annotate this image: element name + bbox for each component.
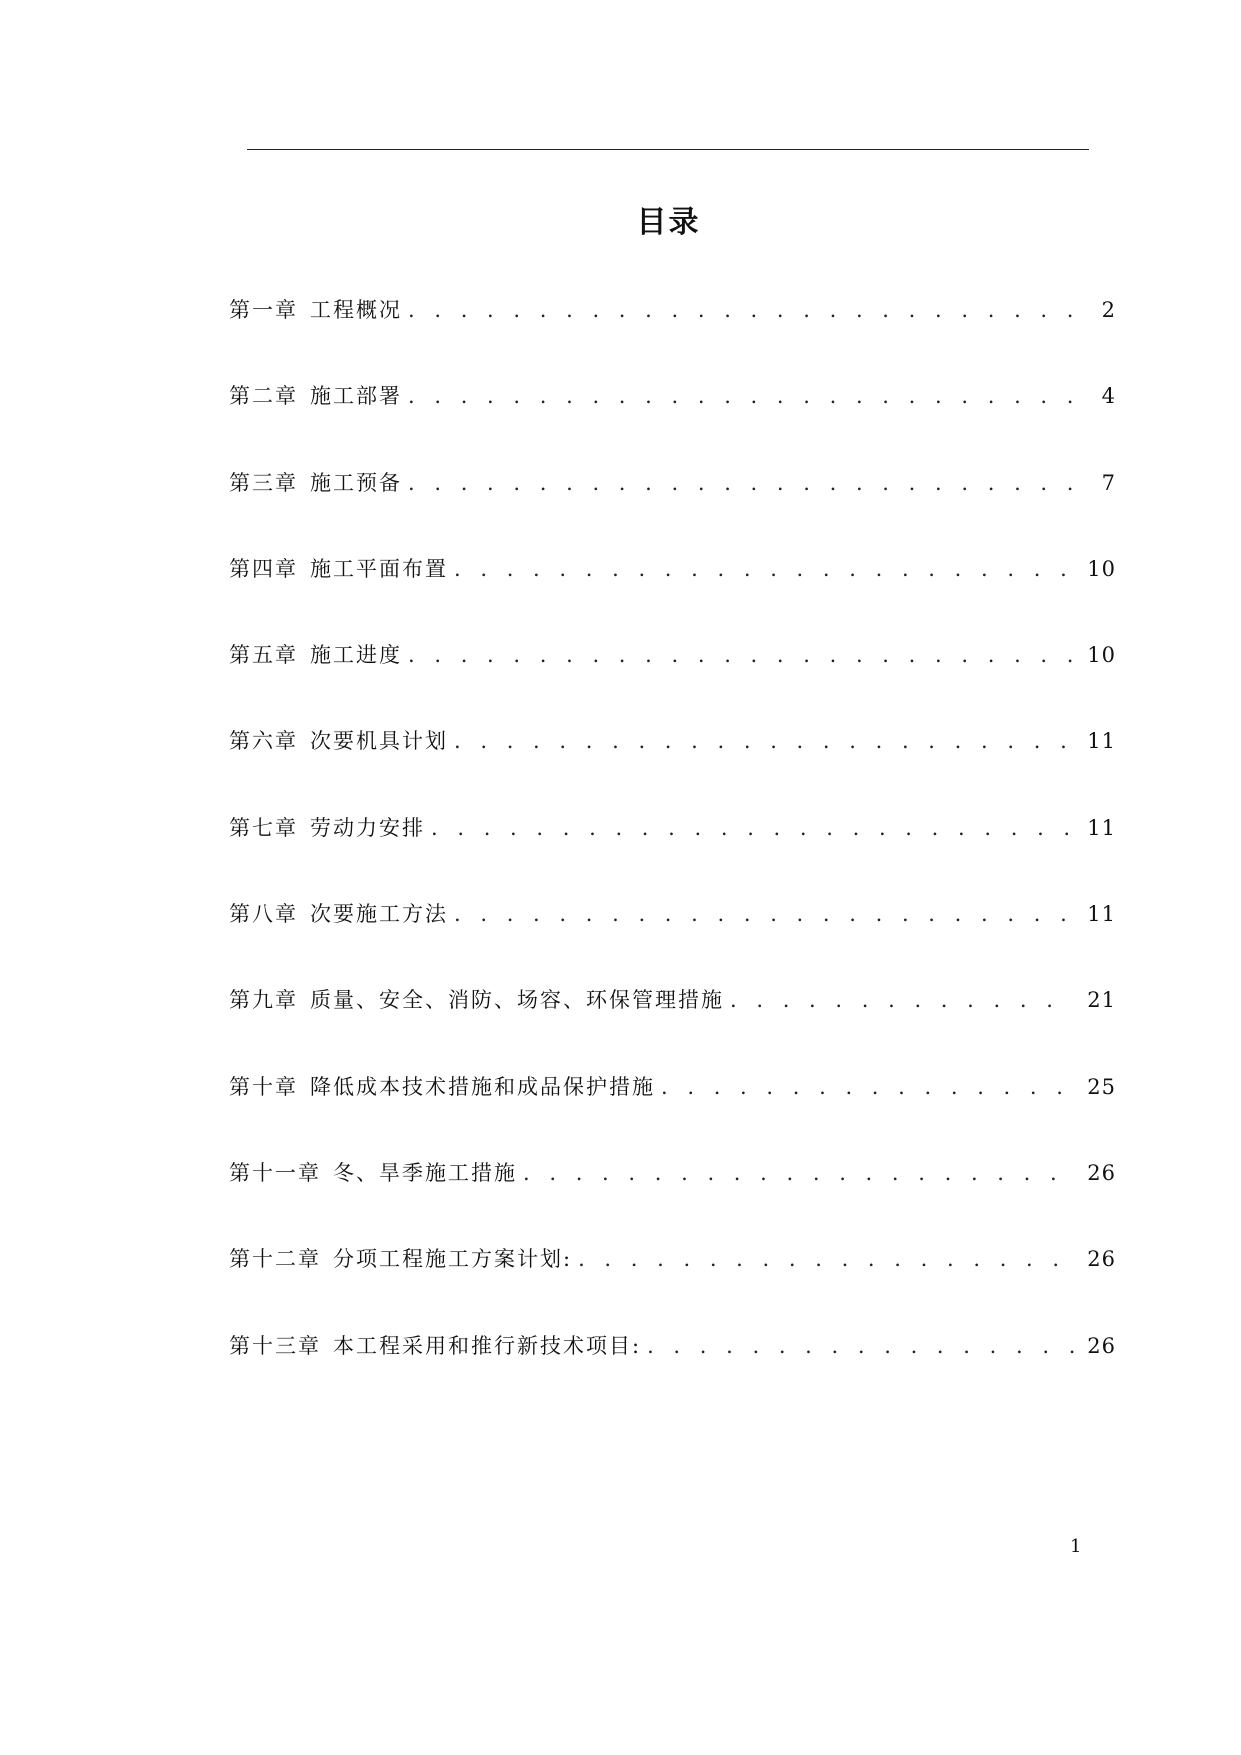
dot-leader <box>431 810 1074 846</box>
dot-leader <box>454 551 1074 587</box>
toc-page-number: 2 <box>1101 298 1116 322</box>
toc-chapter-label: 第八章 <box>229 902 298 927</box>
dot-leader <box>661 1069 1074 1105</box>
toc-chapter-label: 第七章 <box>229 815 298 840</box>
toc-entry[interactable] <box>229 1155 1116 1241</box>
toc-entry[interactable] <box>229 723 1116 809</box>
toc-page-number: 10 <box>1087 556 1116 581</box>
header-rule <box>247 149 1089 150</box>
toc-chapter-label: 第十一章 <box>229 1160 321 1185</box>
toc-chapter-label: 第五章 <box>229 643 298 668</box>
toc-page-number: 26 <box>1087 1160 1116 1185</box>
toc-entry-title: 劳动力安排 <box>310 815 425 840</box>
toc-page-number: 4 <box>1101 384 1116 409</box>
toc-entry-title: 施工进度 <box>310 643 402 668</box>
toc-entry[interactable] <box>229 896 1116 982</box>
dot-leader <box>730 982 1074 1018</box>
toc-page-number: 25 <box>1087 1074 1116 1099</box>
toc-page-number: 10 <box>1087 643 1116 668</box>
toc-entry-title: 质量、安全、消防、场容、环保管理措施 <box>310 988 724 1013</box>
toc-chapter-label: 第十三章 <box>229 1333 321 1358</box>
toc-entry[interactable] <box>229 637 1116 723</box>
page-number: 1 <box>1070 1536 1082 1557</box>
toc-chapter-label: 第二章 <box>229 384 298 409</box>
dot-leader <box>408 465 1074 501</box>
dot-leader <box>454 723 1074 759</box>
toc-page-number: 11 <box>1087 902 1116 927</box>
toc-chapter-label: 第九章 <box>229 988 298 1013</box>
toc-chapter-label: 第十章 <box>229 1074 298 1099</box>
toc-entry[interactable] <box>229 292 1116 378</box>
toc-chapter-label: 第十二章 <box>229 1247 321 1272</box>
toc-entry[interactable] <box>229 378 1116 464</box>
toc-entry[interactable] <box>229 551 1116 637</box>
toc-page-number: 11 <box>1087 815 1116 840</box>
dot-leader <box>647 1328 1074 1364</box>
toc-chapter-label: 第三章 <box>229 470 298 495</box>
page-title: 目录 <box>636 205 701 240</box>
toc-page-number: 21 <box>1087 988 1116 1013</box>
dot-leader <box>454 896 1074 932</box>
toc-entry[interactable] <box>229 465 1116 551</box>
toc-entry[interactable] <box>229 810 1116 896</box>
toc-entry-title: 工程概况 <box>310 298 402 322</box>
toc-entry-title: 本工程采用和推行新技术项目: <box>333 1333 642 1358</box>
toc-entry[interactable] <box>229 1069 1116 1155</box>
dot-leader <box>578 1241 1074 1277</box>
toc-entry[interactable] <box>229 1328 1116 1414</box>
toc-entry-title: 降低成本技术措施和成品保护措施 <box>310 1074 655 1099</box>
toc-chapter-label: 第四章 <box>229 556 298 581</box>
toc-chapter-label: 第一章 <box>229 298 298 322</box>
toc-entry[interactable] <box>229 982 1116 1068</box>
toc-entry-title: 施工预备 <box>310 470 402 495</box>
dot-leader <box>408 637 1074 673</box>
toc-page-number: 11 <box>1087 729 1116 754</box>
toc-page-number: 7 <box>1101 470 1116 495</box>
table-of-contents <box>229 292 1116 1414</box>
toc-entry-title: 次要机具计划 <box>310 729 448 754</box>
toc-entry-title: 施工平面布置 <box>310 556 448 581</box>
dot-leader <box>408 378 1074 414</box>
toc-entry-title: 次要施工方法 <box>310 902 448 927</box>
dot-leader <box>408 292 1074 328</box>
toc-entry-title: 施工部署 <box>310 384 402 409</box>
toc-entry-title: 分项工程施工方案计划: <box>333 1247 573 1272</box>
toc-entry[interactable] <box>229 1241 1116 1327</box>
toc-entry-title: 冬、旱季施工措施 <box>333 1160 517 1185</box>
dot-leader <box>523 1155 1074 1191</box>
toc-page-number: 26 <box>1087 1333 1116 1358</box>
toc-page-number: 26 <box>1087 1247 1116 1272</box>
toc-chapter-label: 第六章 <box>229 729 298 754</box>
